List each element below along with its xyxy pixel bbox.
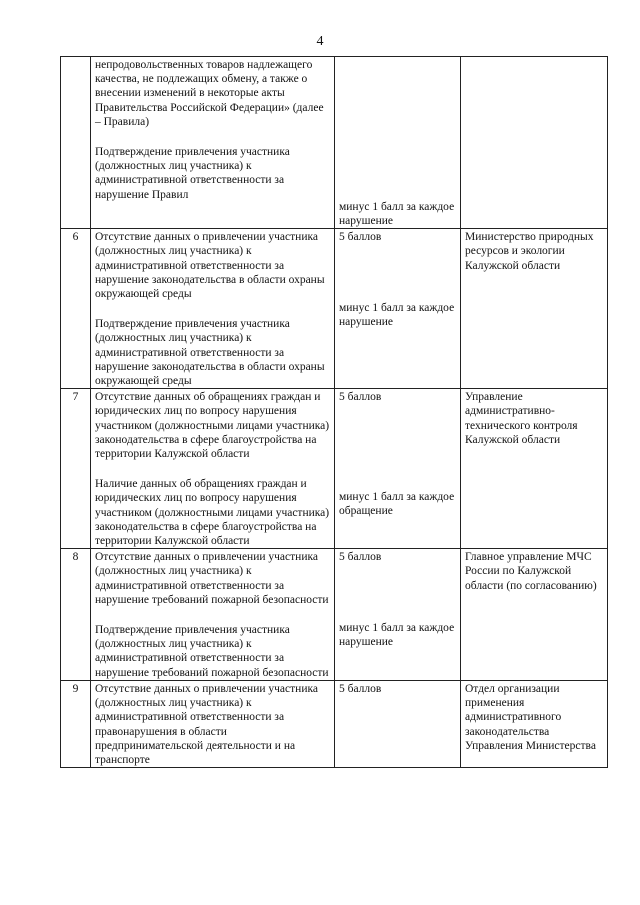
authority-cell: Отдел организации применения административного законодательства Управления Министерства (461, 680, 608, 767)
row-number (61, 57, 91, 229)
score-cell (335, 549, 461, 681)
page-number: 4 (316, 34, 324, 49)
criterion-penalty-text: Подтверждение привлечения участника (должностных лиц участника) к административной ответственности за нарушение Правил (95, 146, 290, 201)
criterion-cell (91, 680, 335, 767)
score-value: 5 баллов (339, 551, 382, 564)
score-cell (335, 57, 461, 229)
criterion-cell (91, 389, 335, 549)
table-row (61, 229, 608, 389)
criterion-penalty-text: Наличие данных об обращениях граждан и юридических лиц по вопросу нарушения участником (должностными лицами участника) законодательства в сфере благоустройства на территории Калужской области (95, 478, 330, 548)
criteria-table (60, 56, 608, 768)
table-row (61, 680, 608, 767)
authority-cell: Министерство природных ресурсов и экологии Калужской области (461, 229, 608, 389)
score-cell (335, 229, 461, 389)
criterion-text: Отсутствие данных об обращениях граждан и юридических лиц по вопросу нарушения участником (должностными лицами участника) законодательства в сфере благоустройства на территории Калужской области (95, 391, 330, 461)
row-number: 7 (61, 389, 91, 549)
criterion-text: непродовольственных товаров надлежащего качества, не подлежащих обмену, а также о внесении изменений в некоторые акты Правительства Российской Федерации» (далее – Правила) (95, 59, 324, 128)
score-penalty: минус 1 балл за каждое нарушение (339, 302, 455, 329)
score-value: 5 баллов (339, 682, 382, 695)
score-value: 5 баллов (339, 231, 382, 244)
criterion-penalty-text: Подтверждение привлечения участника (должностных лиц участника) к административной ответственности за нарушение требований пожарной безопасности (95, 624, 329, 679)
row-number: 6 (61, 229, 91, 389)
criterion-cell (91, 229, 335, 389)
authority-cell (461, 57, 608, 229)
score-penalty: минус 1 балл за каждое обращение (339, 490, 455, 517)
criterion-penalty-text: Подтверждение привлечения участника (должностных лиц участника) к административной ответственности за нарушение законодательства в области охраны окружающей среды (95, 318, 325, 388)
score-penalty: минус 1 балл за каждое нарушение (339, 200, 455, 227)
table-row (61, 57, 608, 229)
score-cell (335, 389, 461, 549)
row-number: 8 (61, 549, 91, 681)
authority-cell: Управление административно-технического контроля Калужской области (461, 389, 608, 549)
criterion-text: Отсутствие данных о привлечении участника (должностных лиц участника) к административной ответственности за нарушение требований пожарной безопасности (95, 551, 329, 606)
criterion-cell (91, 57, 335, 229)
criterion-text: Отсутствие данных о привлечении участника (должностных лиц участника) к административной ответственности за нарушение законодательства в области охраны окружающей среды (95, 231, 325, 301)
criterion-text: Отсутствие данных о привлечении участника (должностных лиц участника) к административной ответственности за правонарушения в области предпринимательской деятельности и на транспорте (95, 682, 318, 766)
score-value (339, 58, 456, 72)
row-number: 9 (61, 680, 91, 767)
criterion-cell (91, 549, 335, 681)
table-row (61, 549, 608, 681)
authority-cell: Главное управление МЧС России по Калужской области (по согласованию) (461, 549, 608, 681)
table-row (61, 389, 608, 549)
score-penalty: минус 1 балл за каждое нарушение (339, 622, 455, 649)
score-value: 5 баллов (339, 391, 382, 404)
score-cell (335, 680, 461, 767)
